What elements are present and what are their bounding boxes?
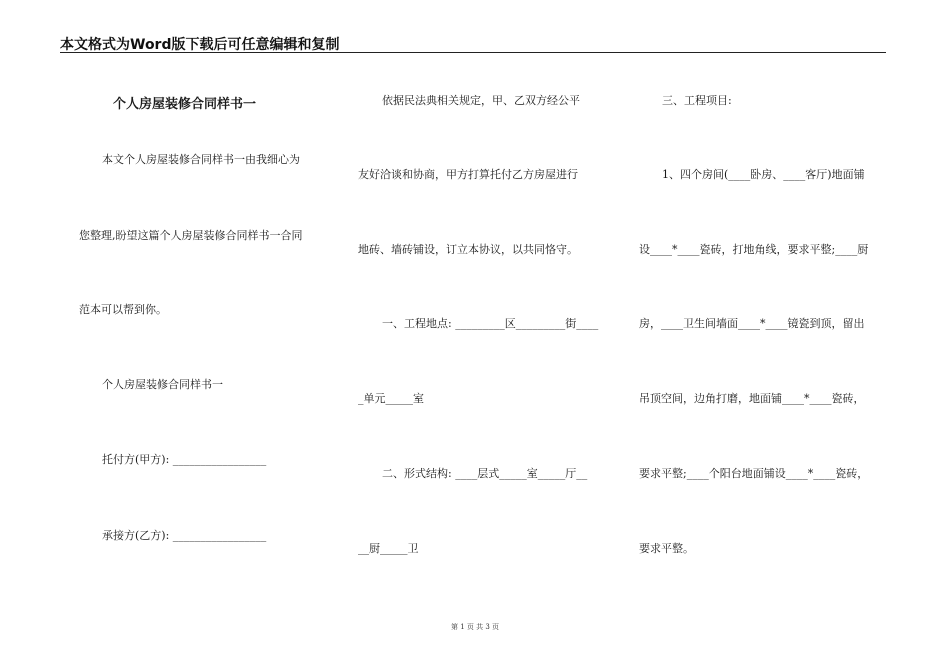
section-heading: 个人房屋装修合同样书一 xyxy=(102,378,223,391)
paragraph-line: 房，____卫生间墙面____*____镜瓷到顶，留出 xyxy=(639,317,865,330)
paragraph-line: 设____*____瓷砖，打地角线，要求平整;____厨 xyxy=(639,243,869,256)
paragraph-line: 1、四个房间(____卧房、____客厅)地面铺 xyxy=(662,168,865,181)
header-divider xyxy=(60,52,886,53)
paragraph-line: __厨_____卫 xyxy=(358,542,419,555)
paragraph-line: 吊顶空间，边角打磨，地面铺____*____瓷砖， xyxy=(639,392,865,405)
paragraph-line: 友好洽谈和协商，甲方打算托付乙方房屋进行 xyxy=(358,168,578,181)
clause-project: 三、工程项目: xyxy=(662,94,732,107)
paragraph-line: 范本可以帮到你。 xyxy=(79,303,167,316)
party-b-line: 承接方(乙方): _________________ xyxy=(102,529,267,542)
clause-structure: 二、形式结构: ____层式_____室_____厅__ xyxy=(382,467,588,480)
paragraph-line: 本文个人房屋装修合同样书一由我细心为 xyxy=(102,153,300,166)
party-a-line: 托付方(甲方): _________________ xyxy=(102,453,267,466)
clause-location: 一、工程地点: _________区_________街____ xyxy=(382,317,599,330)
paragraph-line: 地砖、墙砖铺设，订立本协议，以共同恪守。 xyxy=(358,243,578,256)
paragraph-line: 要求平整;____个阳台地面铺设____*____瓷砖， xyxy=(639,467,869,480)
document-header: 本文格式为Word版下载后可任意编辑和复制 xyxy=(60,37,340,53)
paragraph-line: 依据民法典相关规定，甲、乙双方经公平 xyxy=(382,94,580,107)
paragraph-line: 您整理,盼望这篇个人房屋装修合同样书一合同 xyxy=(79,229,303,242)
document-title: 个人房屋装修合同样书一 xyxy=(113,97,257,112)
paragraph-line: _单元_____室 xyxy=(358,392,424,405)
page-number: 第 1 页 共 3 页 xyxy=(450,623,500,631)
paragraph-line: 要求平整。 xyxy=(639,542,694,555)
